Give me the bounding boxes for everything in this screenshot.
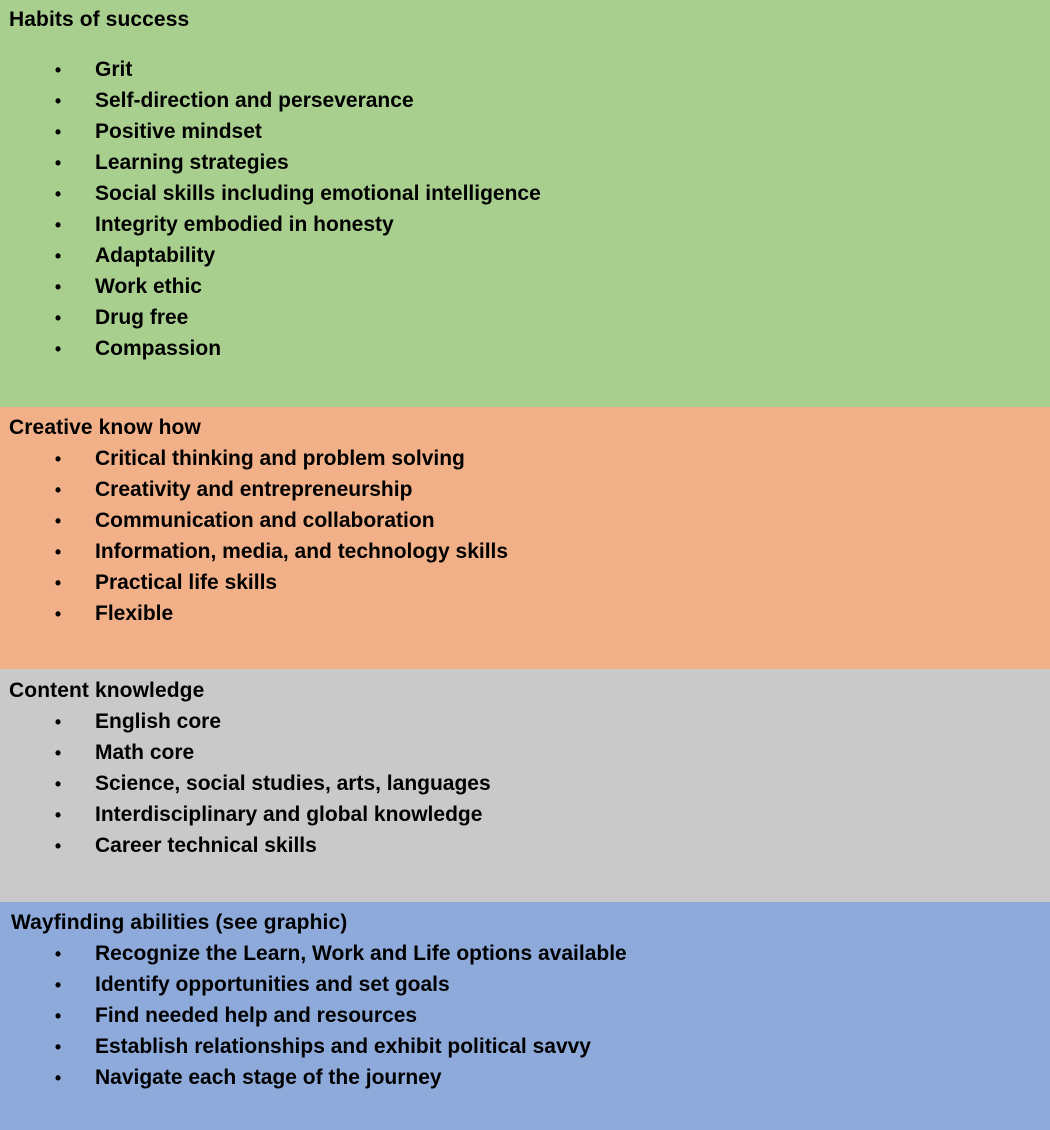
list-item-label: Creativity and entrepreneurship [95,478,413,501]
list-item-label: Information, media, and technology skills [95,540,509,563]
bullet-icon: • [54,542,62,562]
section-title: Habits of success [9,8,190,31]
list-item-label: Practical life skills [95,571,278,594]
bullet-icon: • [54,246,62,266]
list-item-label: Math core [95,741,195,764]
list-item-label: Compassion [95,337,222,360]
list-item-label: Career technical skills [95,834,317,857]
bullet-icon: • [54,712,62,732]
bullet-icon: • [54,774,62,794]
bullet-icon: • [54,944,62,964]
list-item-label: Drug free [95,306,189,329]
bullet-icon: • [54,511,62,531]
bullet-icon: • [54,836,62,856]
wayfinding-abilities-panel [0,902,1050,1130]
section-title: Content knowledge [9,679,205,702]
bullet-icon: • [54,184,62,204]
bullet-icon: • [54,1006,62,1026]
list-item-label: Integrity embodied in honesty [95,213,394,236]
bullet-icon: • [54,1037,62,1057]
list-item-label: Flexible [95,602,174,625]
list-item-label: Adaptability [95,244,216,267]
list-item-label: Grit [95,58,133,81]
bullet-icon: • [54,122,62,142]
section-title: Wayfinding abilities (see graphic) [11,911,348,934]
bullet-icon: • [54,60,62,80]
content-knowledge-panel [0,669,1050,902]
bullet-icon: • [54,339,62,359]
bullet-icon: • [54,215,62,235]
list-item-label: Work ethic [95,275,202,298]
list-item-label: Interdisciplinary and global knowledge [95,803,483,826]
list-item-label: Navigate each stage of the journey [95,1066,442,1089]
list-item-label: Find needed help and resources [95,1004,418,1027]
bullet-icon: • [54,480,62,500]
bullet-icon: • [54,604,62,624]
section-title: Creative know how [9,416,201,439]
list-item-label: Science, social studies, arts, languages [95,772,491,795]
list-item-label: Recognize the Learn, Work and Life options available [95,942,627,965]
list-item-label: Establish relationships and exhibit political savvy [95,1035,591,1058]
list-item-label: Positive mindset [95,120,262,143]
bullet-icon: • [54,1068,62,1088]
list-item-label: English core [95,710,222,733]
list-item-label: Critical thinking and problem solving [95,447,465,470]
habits-of-success-panel [0,0,1050,407]
list-item-label: Self-direction and perseverance [95,89,414,112]
list-item-label: Social skills including emotional intelligence [95,182,541,205]
bullet-icon: • [54,573,62,593]
bullet-icon: • [54,153,62,173]
bullet-icon: • [54,743,62,763]
bullet-icon: • [54,91,62,111]
list-item-label: Identify opportunities and set goals [95,973,450,996]
creative-know-how-panel [0,407,1050,669]
list-item-label: Learning strategies [95,151,289,174]
list-item-label: Communication and collaboration [95,509,435,532]
bullet-icon: • [54,805,62,825]
bullet-icon: • [54,975,62,995]
bullet-icon: • [54,308,62,328]
bullet-icon: • [54,449,62,469]
bullet-icon: • [54,277,62,297]
